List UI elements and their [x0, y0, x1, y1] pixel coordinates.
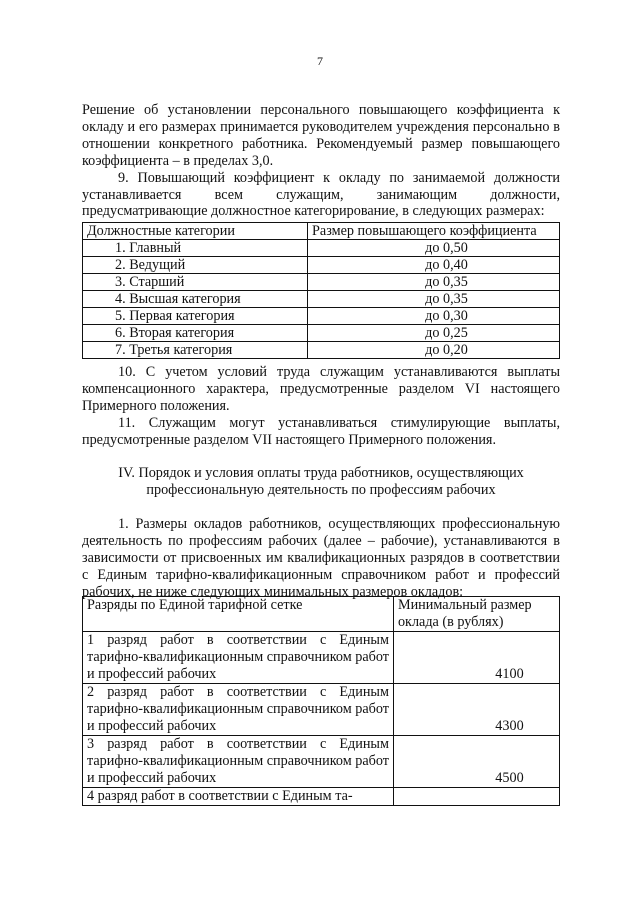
- salary-value: 4500: [393, 736, 559, 788]
- paragraph-10: 10. С учетом условий труда служащим устанавливаются выплаты компенсационного характера, предусмотренные разделом VI настоящего Примерного положения.: [82, 364, 560, 414]
- header-categories: Должностные категории: [83, 223, 308, 240]
- table-row: [83, 325, 560, 342]
- table-row: [83, 736, 560, 788]
- header-min-salary: Минимальный размер оклада (в рублях): [393, 597, 559, 632]
- table-row: [83, 291, 560, 308]
- header-coefficient: Размер повышающего коэффициента: [308, 223, 560, 240]
- section-heading: [82, 465, 560, 499]
- coefficient-cell: до 0,20: [308, 342, 560, 359]
- grade-description: 3 разряд работ в соответствии с Единым тарифно-квалификационным справочником работ и профессий рабочих: [83, 736, 394, 788]
- grade-description: 2 разряд работ в соответствии с Единым тарифно-квалификационным справочником работ и профессий рабочих: [83, 684, 394, 736]
- table-header-row: [83, 597, 560, 632]
- category-cell: 1. Главный: [83, 240, 308, 257]
- category-cell: 6. Вторая категория: [83, 325, 308, 342]
- section-heading-line1: IV. Порядок и условия оплаты труда работников, осуществляющих: [118, 465, 524, 481]
- coefficient-cell: до 0,25: [308, 325, 560, 342]
- coefficient-cell: до 0,30: [308, 308, 560, 325]
- table-row: [83, 274, 560, 291]
- section-heading-line2: профессиональную деятельность по профессиям рабочих: [146, 482, 496, 498]
- table-row: [83, 308, 560, 325]
- category-cell: 5. Первая категория: [83, 308, 308, 325]
- category-cell: 3. Старший: [83, 274, 308, 291]
- section-paragraph-1: 1. Размеры окладов работников, осуществляющих профессиональную деятельность по профессиям рабочих (далее – рабочие), устанавливаются в зависимости от присвоенных им квалификационных разрядов в соответствии с Единым тарифно-квалификационным справочником работ и профессий рабочих, не ниже следующих минимальных размеров окладов:: [82, 516, 560, 600]
- paragraph-9: 9. Повышающий коэффициент к окладу по занимаемой должности устанавливается всем служащим, занимающим должности, предусматривающие должностное категорирование, в следующих размерах:: [82, 169, 560, 220]
- table-row: [83, 257, 560, 274]
- coefficient-cell: до 0,40: [308, 257, 560, 274]
- category-cell: 2. Ведущий: [83, 257, 308, 274]
- grade-description: 1 разряд работ в соответствии с Единым тарифно-квалификационным справочником работ и профессий рабочих: [83, 632, 394, 684]
- salary-value: [393, 788, 559, 806]
- page-number: 7: [317, 54, 323, 68]
- section-4-para-1-block: [82, 516, 560, 601]
- table-row: [83, 240, 560, 257]
- coefficient-table: [82, 222, 560, 359]
- coefficient-cell: до 0,35: [308, 291, 560, 308]
- intro-paragraph: Решение об установлении персонального повышающего коэффициента к окладу и его размерах принимается руководителем учреждения персонально в отношении конкретного работника. Рекомендуемый размер повышающего коэффициента – в пределах 3,0.: [82, 102, 560, 169]
- salary-value: 4300: [393, 684, 559, 736]
- category-cell: 4. Высшая категория: [83, 291, 308, 308]
- category-cell: 7. Третья категория: [83, 342, 308, 359]
- salary-value: 4100: [393, 632, 559, 684]
- grade-description: 4 разряд работ в соответствии с Единым та-: [83, 788, 394, 806]
- paragraph-11: 11. Служащим могут устанавливаться стимулирующие выплаты, предусмотренные разделом VII настоящего Примерного положения.: [82, 414, 560, 448]
- table-row: [83, 684, 560, 736]
- wage-grade-table: [82, 596, 560, 806]
- coefficient-cell: до 0,50: [308, 240, 560, 257]
- table-row: [83, 632, 560, 684]
- intro-block: [82, 102, 560, 220]
- table-row: [83, 788, 560, 806]
- header-grades: Разряды по Единой тарифной сетке: [83, 597, 394, 632]
- paragraphs-10-11: [82, 364, 560, 449]
- table-header-row: [83, 223, 560, 240]
- table-row: [83, 342, 560, 359]
- coefficient-cell: до 0,35: [308, 274, 560, 291]
